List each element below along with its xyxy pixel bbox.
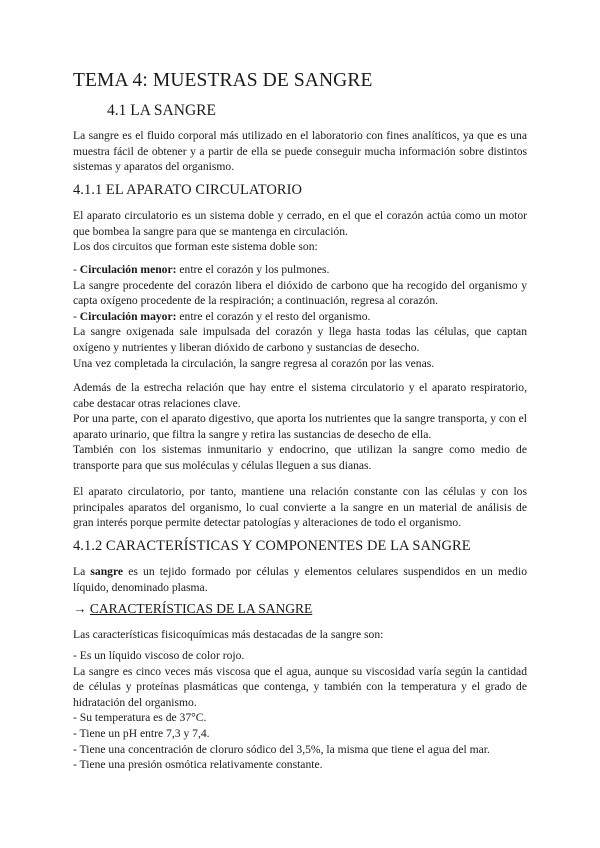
subheading-caracteristicas: → CARACTERÍSTICAS DE LA SANGRE — [73, 601, 313, 616]
paragraph: La sangre oxigenada sale impulsada del corazón y llega hasta todas las células, que captan oxígeno y nutrientes y liberan dióxido de carbono y sustancias de desecho. — [73, 325, 527, 354]
conclusion-paragraph: El aparato circulatorio, por tanto, mantiene una relación constante con las células y con los principales aparatos del organismo, lo cual convierte a la sangre en un material de análisis de gran interés porque permite detectar patologías y alteraciones de todo el organismo. — [73, 485, 527, 530]
paragraph: Una vez completada la circulación, la sangre regresa al corazón por las venas. — [73, 356, 435, 370]
section-heading-caracteristicas-componentes: 4.1.2 CARACTERÍSTICAS Y COMPONENTES DE LA SANGRE — [73, 538, 471, 554]
paragraph: Los dos circuitos que forman este sistema doble son: — [73, 240, 318, 254]
characteristics-intro: Las características fisicoquímicas más destacadas de la sangre son: — [73, 628, 384, 641]
circuits-list — [73, 262, 527, 371]
circuit-menor: - Circulación menor: entre el corazón y los pulmones. — [73, 263, 330, 276]
paragraph: También con los sistemas inmunitario y endocrino, que utilizan la sangre como medio de transporte para que sus moléculas y células lleguen a sus dianas. — [73, 443, 527, 472]
section-title-4-1: 4.1 LA SANGRE — [107, 102, 216, 119]
characteristics-list — [73, 648, 527, 773]
list-item: - Tiene una presión osmótica relativamente constante. — [73, 758, 323, 772]
paragraph: El aparato circulatorio es un sistema doble y cerrado, en el que el corazón actúa como un motor que bombea la sangre para que se mantenga en circulación. — [73, 209, 527, 238]
paragraph: La sangre procedente del corazón libera el dióxido de carbono que ha recogido del organismo y capta oxígeno procedente de la respiración; a continuación, regresa al corazón. — [73, 278, 527, 308]
paragraph: Además de la estrecha relación que hay entre el sistema circulatorio y el aparato respiratorio, cabe destacar otras relaciones clave. — [73, 381, 527, 410]
list-item: - Es un líquido viscoso de color rojo. — [73, 649, 245, 662]
list-item: La sangre es cinco veces más viscosa que el agua, aunque su viscosidad varía según la cantidad de células y proteínas plasmáticas que contenga, y también con la temperatura y el grado de hidratación del organismo. — [73, 664, 527, 709]
relations-paragraphs — [73, 380, 527, 474]
circulatory-paragraphs — [73, 208, 527, 255]
blood-definition-paragraph: La sangre es un tejido formado por células y elementos celulares suspendidos en un medio líquido, denominado plasma. — [73, 565, 527, 594]
list-item: - Tiene un pH entre 7,3 y 7,4. — [73, 726, 210, 740]
list-item: - Su temperatura es de 37°C. — [73, 711, 207, 725]
circuit-mayor: - Circulación mayor: entre el corazón y el resto del organismo. — [73, 309, 371, 323]
paragraph: Por una parte, con el aparato digestivo, que aporta los nutrientes que la sangre transporta, y con el aparato urinario, que filtra la sangre y retira las sustancias de desecho de ella. — [73, 412, 527, 441]
page-title: TEMA 4: MUESTRAS DE SANGRE — [73, 70, 373, 91]
intro-paragraph: La sangre es el fluido corporal más utilizado en el laboratorio con fines analíticos, ya que es una muestra fácil de obtener y a partir de ella se puede conseguir mucha información sobre distintos sistemas y aparatos del organismo. — [73, 129, 527, 174]
section-heading-aparato-circulatorio: 4.1.1 EL APARATO CIRCULATORIO — [73, 182, 303, 198]
list-item: - Tiene una concentración de cloruro sódico del 3,5%, la misma que tiene el agua del mar. — [73, 742, 490, 756]
arrow-right-icon: → — [73, 601, 87, 616]
